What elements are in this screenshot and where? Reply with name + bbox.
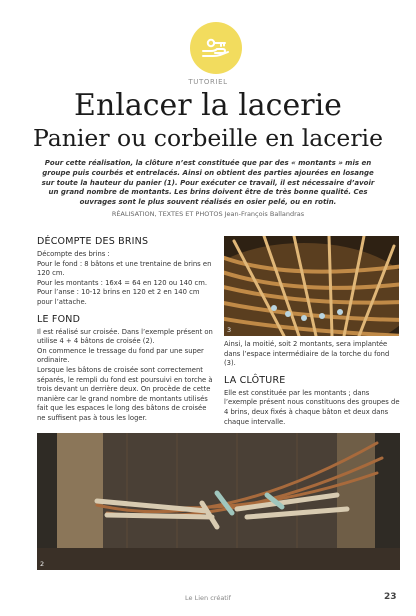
hand-key-icon bbox=[201, 37, 231, 59]
section-heading-decompte: DÉCOMPTE DES BRINS bbox=[37, 236, 149, 247]
page-number: 23 bbox=[384, 592, 397, 602]
fond-paragraph: On commence le tressage du fond par une super ordinaire. bbox=[37, 346, 204, 365]
right-column bbox=[224, 340, 400, 427]
photo-2-crossed-sticks bbox=[37, 433, 400, 570]
tutorial-badge bbox=[190, 22, 242, 74]
left-column bbox=[37, 236, 215, 424]
section-heading-fond: LE FOND bbox=[37, 313, 81, 325]
decompte-line: Pour les montants : 16x4 = 64 en 120 ou 140 cm. bbox=[37, 278, 207, 287]
photo-2-label: 2 bbox=[40, 560, 45, 568]
credits-line: RÉALISATION, TEXTES ET PHOTOS Jean-François Ballandras bbox=[111, 210, 305, 218]
cloture-paragraph: Elle est constituée par les montants ; dans l’exemple présent nous constituons des groupes de 4 brins, deux fixés à chaque bâton et deux dans chaque intervalle. bbox=[224, 388, 400, 426]
photo-3-basket-base bbox=[224, 236, 399, 336]
intro-paragraph: Pour cette réalisation, la clôture n’est constituée que par des « montants » mis en groupe puis courbés et entrelacés. Ainsi on obtient des parties ajourées en losange sur toute la hauteur du panier (1). Pour exécuter ce travail, il est nécessaire d’avoir un grand nombre de montants. Les brins doivent être de très bonne qualité. Ces ouvrages sont le plus souvent réalisés en osier pelé, ou en rotin. bbox=[41, 159, 375, 207]
section-heading-cloture: LA CLÔTURE bbox=[224, 374, 286, 386]
fond-paragraph: Lorsque les bâtons de croisée sont correctement séparés, le rempli du fond est poursuivi en torche à trois devant un derrière deux. On procède de cette manière car le grand nombre de montants utilisés fait que les espaces le long des bâtons de croisée ne suffisent pas à tous les loger. bbox=[37, 365, 213, 422]
fond-paragraph: Il est réalisé sur croisée. Dans l’exemple présent on utilise 4 + 4 bâtons de croisée (2). bbox=[37, 327, 213, 346]
photo-3-label: 3 bbox=[227, 326, 232, 334]
decompte-line: Pour l’anse : 10-12 brins en 120 et 2 en 140 cm pour l’attache. bbox=[37, 288, 200, 306]
footer-magazine-name: Le Lien créatif bbox=[185, 594, 231, 602]
decompte-line: Décompte des brins : bbox=[37, 250, 110, 258]
category-label: TUTORIEL bbox=[188, 78, 228, 86]
page-title: Enlacer la lacerie bbox=[74, 88, 342, 123]
decompte-line: Pour le fond : 8 bâtons et une trentaine de brins en 120 cm. bbox=[37, 259, 212, 278]
right-paragraph: Ainsi, la moitié, soit 2 montants, sera implantée dans l’espace intermédiaire de la torche du fond (3). bbox=[224, 340, 390, 368]
page-subtitle: Panier ou corbeille en lacerie bbox=[33, 124, 383, 152]
